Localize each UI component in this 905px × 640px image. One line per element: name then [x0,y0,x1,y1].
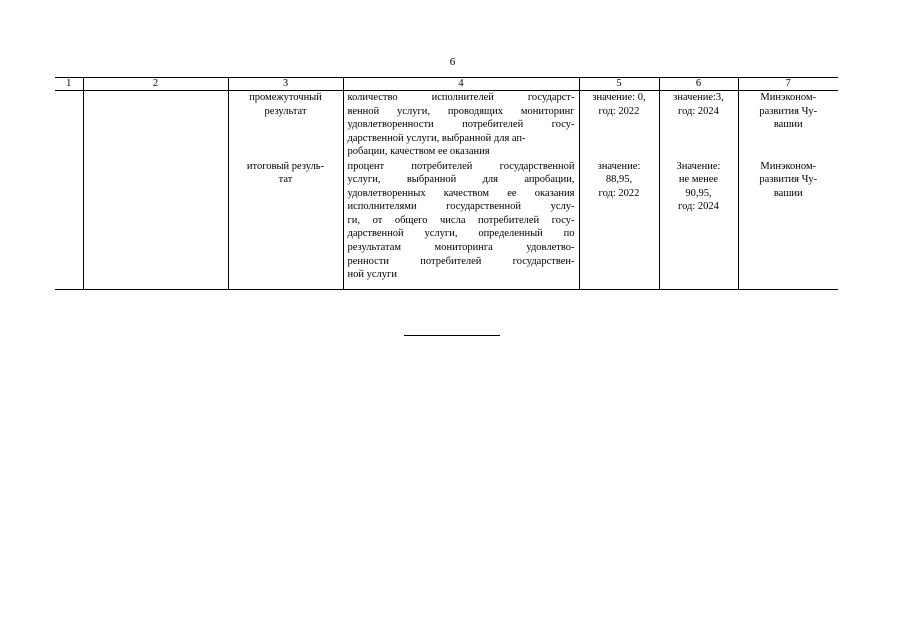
cell-col2 [83,160,228,290]
table-row [55,91,838,160]
target-value-cell: Значение: не менее 90,95, год: 2024 [659,160,738,290]
table-row [55,160,838,290]
indicator-description-cell: количество исполнителей государст- венной услуги, проводящих мониторинг удовлетворенности потребителей госу- дарственной услуги, выбранной для ап- робации, качеством ее оказания [343,91,579,160]
cell-col2 [83,91,228,160]
end-separator-line [404,335,500,336]
indicators-table [55,77,838,290]
cell-col1 [55,160,83,290]
column-number-4: 4 [343,78,579,91]
cell-col1 [55,91,83,160]
responsible-cell: Минэконом- развития Чу- вашии [738,91,838,160]
result-type-cell: итоговый резуль- тат [228,160,343,290]
column-number-1: 1 [55,78,83,91]
page-number: 6 [449,56,456,68]
responsible-cell: Минэконом- развития Чу- вашии [738,160,838,290]
column-number-2: 2 [83,78,228,91]
table-header-row [55,78,838,91]
indicator-description-cell: процент потребителей государственной услуги, выбранной для апробации, удовлетворенных качеством ее оказания исполнителями государственной услу- ги, от общего числа потребителей госу- дарственной услуги, определенный по результатам мониторинга удовлетво- ренности потребителей государствен- ной услуги [343,160,579,290]
column-number-5: 5 [579,78,659,91]
baseline-value-cell: значение: 0, год: 2022 [579,91,659,160]
column-number-6: 6 [659,78,738,91]
result-type-cell: промежуточный результат [228,91,343,160]
baseline-value-cell: значение: 88,95, год: 2022 [579,160,659,290]
column-number-3: 3 [228,78,343,91]
column-number-7: 7 [738,78,838,91]
target-value-cell: значение:3, год: 2024 [659,91,738,160]
